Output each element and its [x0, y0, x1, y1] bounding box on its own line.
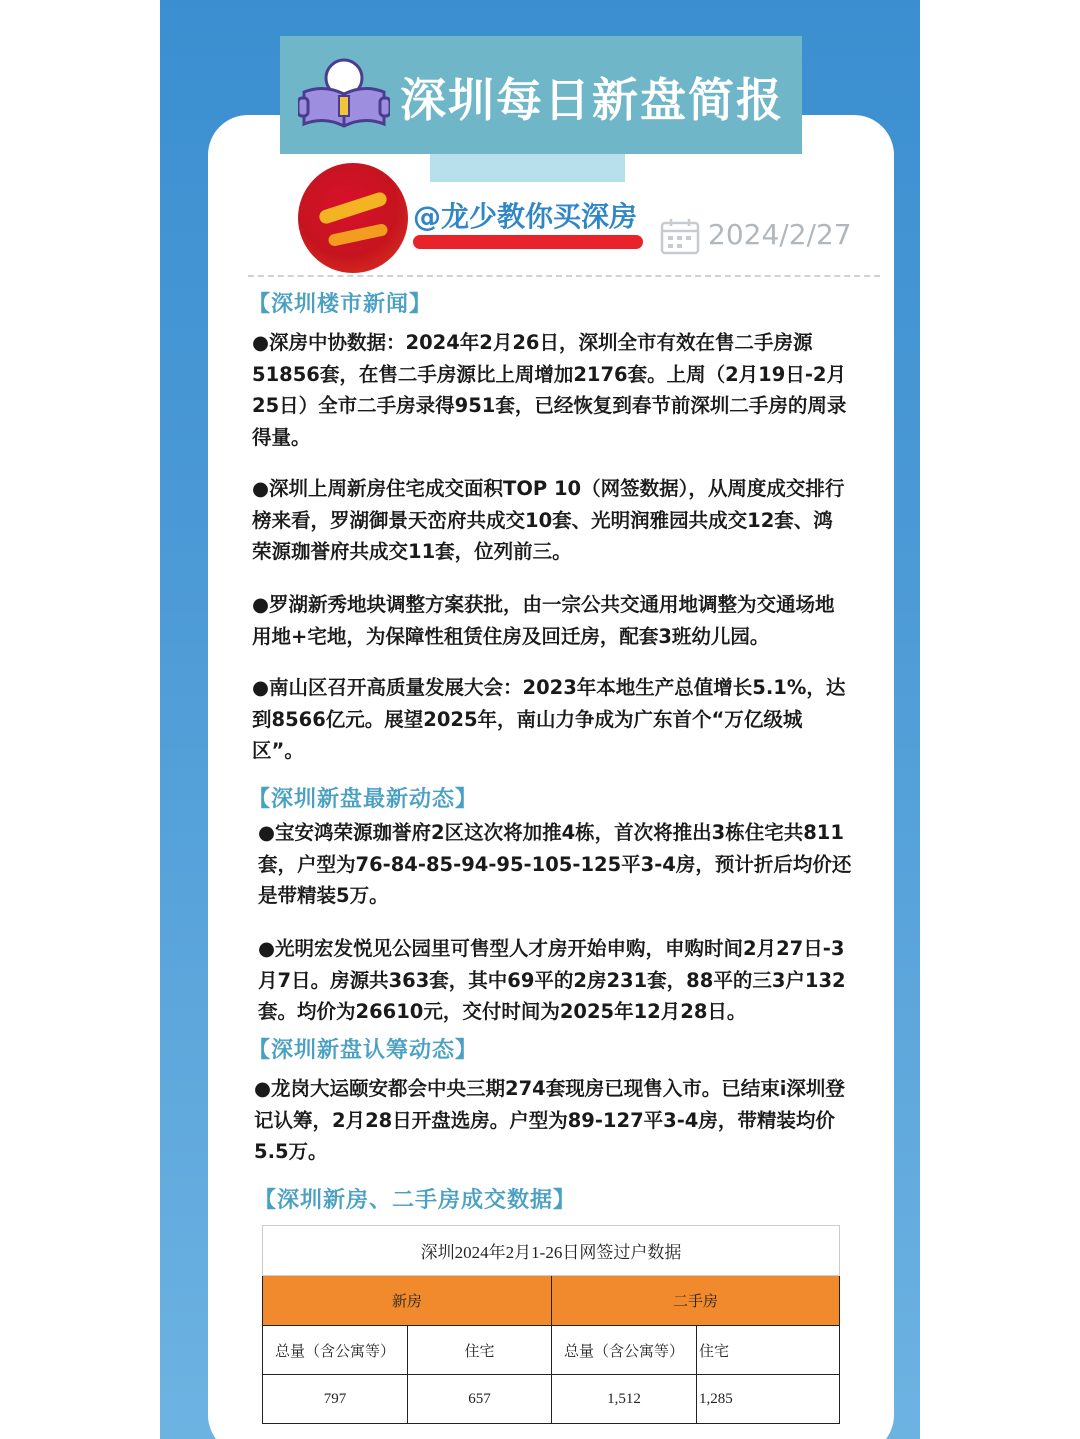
news-item: ●深圳上周新房住宅成交面积TOP 10（网签数据），从周度成交排行榜来看，罗湖御景天峦府共成交10套、光明润雅园共成交12套、鸿荣源珈誉府共成交11套，位列前三。 — [252, 477, 845, 563]
table-cell: 657 — [408, 1375, 552, 1424]
news-item: ●光明宏发悦见公园里可售型人才房开始申购，申购时间2月27日-3月7日。房源共363套，其中69平的2房231套，88平的三3户132套。均价为26610元，交付时间为2025年12月28日。 — [258, 937, 846, 1023]
poster-title: 深圳每日新盘简报 — [400, 73, 784, 127]
author-handle: @龙少教你买深房 — [413, 200, 638, 233]
transaction-table — [262, 1225, 840, 1424]
table-cell: 1,512 — [552, 1375, 697, 1424]
divider — [248, 275, 880, 277]
poster — [160, 0, 920, 1439]
table-cell: 1,285 — [697, 1375, 840, 1424]
section-heading-transaction-data: 【深圳新房、二手房成交数据】 — [254, 1188, 577, 1213]
table-group-resale-homes: 二手房 — [552, 1276, 840, 1326]
table-cell: 797 — [263, 1375, 408, 1424]
news-item: ●龙岗大运颐安都会中央三期274套现房已现售入市。已结束i深圳登记认筹，2月28日开盘选房。户型为89-127平3-4房，带精装均价5.5万。 — [254, 1077, 845, 1163]
table-caption: 深圳2024年2月1-26日网签过户数据 — [263, 1226, 840, 1276]
table-column-header: 住宅 — [697, 1326, 840, 1375]
table-column-header: 总量（含公寓等） — [263, 1326, 408, 1375]
page-margin-right — [920, 0, 1080, 1439]
calendar-icon — [660, 217, 700, 255]
page-margin-left — [0, 0, 160, 1439]
avatar — [298, 163, 408, 273]
table-column-header: 住宅 — [408, 1326, 552, 1375]
content-card — [208, 115, 894, 1439]
post-date: 2024/2/27 — [708, 218, 852, 251]
table-column-header: 总量（含公寓等） — [552, 1326, 697, 1375]
section-heading-market-news: 【深圳楼市新闻】 — [248, 292, 433, 317]
news-item: ●南山区召开高质量发展大会：2023年本地生产总值增长5.1%，达到8566亿元。展望2025年，南山力争成为广东首个“万亿级城区”。 — [252, 676, 846, 762]
news-item: ●罗湖新秀地块调整方案获批，由一宗公共交通用地调整为交通场地用地+宅地，为保障性租赁住房及回迁房，配套3班幼儿园。 — [252, 593, 835, 648]
news-item: ●宝安鸿荣源珈誉府2区这次将加推4栋，首次将推出3栋住宅共811套，户型为76-84-85-94-95-105-125平3-4房，预计折后均价还是带精装5万。 — [258, 821, 852, 907]
book-reader-icon — [298, 58, 390, 130]
news-item: ●深房中协数据：2024年2月26日，深圳全市有效在售二手房源51856套，在售二手房源比上周增加2176套。上周（2月19日-2月25日）全市二手房录得951套，已经恢复到春节前深圳二手房的周录得量。 — [252, 331, 847, 449]
title-banner — [280, 36, 802, 154]
redaction-scribble — [413, 235, 643, 249]
section-heading-subscription: 【深圳新盘认筹动态】 — [248, 1038, 479, 1063]
section-heading-new-projects: 【深圳新盘最新动态】 — [248, 787, 479, 812]
table-group-new-homes: 新房 — [263, 1276, 552, 1326]
